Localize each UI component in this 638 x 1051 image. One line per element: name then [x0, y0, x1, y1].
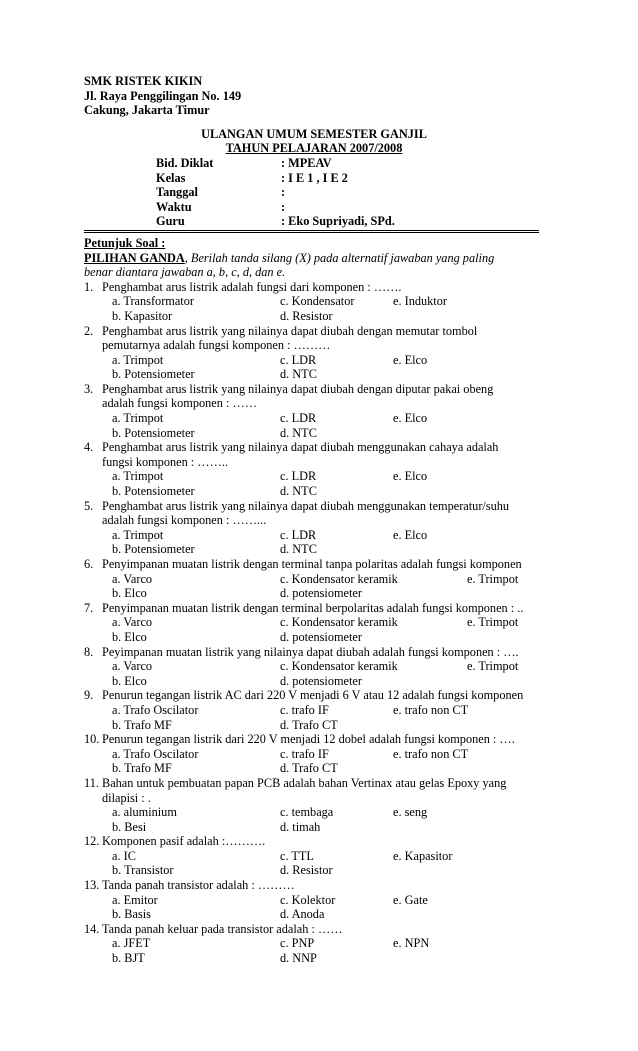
question-number: 14. — [84, 921, 100, 936]
answer-option: b. BJT — [112, 951, 145, 966]
answer-option: c. PNP — [280, 936, 315, 951]
question-line: adalah fungsi komponen : …… — [102, 396, 258, 411]
answer-option: e. seng — [393, 805, 428, 820]
meta-value: : — [281, 199, 286, 214]
question-line: Penghambat arus listrik adalah fungsi dari komponen : ……. — [102, 279, 402, 294]
answer-options-row — [84, 469, 544, 484]
meta-label: Guru — [156, 214, 185, 229]
exam-year-line: TAHUN PELAJARAN 2007/2008 — [225, 141, 403, 156]
answer-option: a. Varco — [112, 615, 153, 630]
answer-option: a. Trimpot — [112, 527, 164, 542]
question-text — [102, 601, 544, 616]
exam-title-line: ULANGAN UMUM SEMESTER GANJIL — [201, 126, 427, 141]
question-number: 8. — [84, 644, 94, 659]
answer-option: b. Trafo MF — [112, 761, 172, 776]
question-line: Peyimpanan muatan listrik yang nilainya dapat diubah adalah fungsi komponen : …. — [102, 644, 519, 659]
answer-options-row — [84, 820, 544, 835]
question-stem — [84, 776, 544, 805]
answer-options-row — [84, 426, 544, 441]
answer-options-row — [84, 659, 544, 674]
answer-options-row — [84, 615, 544, 630]
answer-options-row — [84, 805, 544, 820]
question-line: Tanda panah transistor adalah : ……… — [102, 878, 295, 893]
answer-option: d. NNP — [280, 951, 317, 966]
question-line: adalah fungsi komponen : ……... — [102, 513, 267, 528]
answer-options-row — [84, 630, 544, 645]
question-stem — [84, 834, 544, 849]
question-line: pemutarnya adalah fungsi komponen : ……… — [102, 338, 331, 353]
question-text — [102, 324, 544, 353]
school-address: Jl. Raya Penggilingan No. 149 — [84, 88, 242, 103]
answer-options-row — [84, 484, 544, 499]
meta-label: Tanggal — [156, 185, 198, 200]
answer-option: a. Trimpot — [112, 411, 164, 426]
school-city: Cakung, Jakarta Timur — [84, 103, 210, 118]
answer-options-row — [84, 528, 544, 543]
answer-option: c. LDR — [280, 411, 317, 426]
answer-option: c. LDR — [280, 352, 317, 367]
question-item — [84, 645, 544, 689]
answer-option: c. LDR — [280, 527, 317, 542]
answer-option: a. Transformator — [112, 294, 194, 309]
answer-option: a. Trafo Oscilator — [112, 702, 199, 717]
answer-options-row — [84, 849, 544, 864]
question-item — [84, 834, 544, 878]
answer-option: e. Elco — [393, 469, 428, 484]
answer-option: b. Potensiometer — [112, 367, 195, 382]
answer-option: d. Anoda — [280, 907, 325, 922]
answer-options-row — [84, 951, 544, 966]
question-stem — [84, 499, 544, 528]
answer-option: d. potensiometer — [280, 673, 362, 688]
question-line: Penyimpanan muatan listrik dengan terminal berpolaritas adalah fungsi komponen : .. — [102, 600, 524, 615]
answer-option: d. NTC — [280, 425, 317, 440]
question-line: Tanda panah keluar pada transistor adalah : …… — [102, 921, 343, 936]
answer-option: c. Kolektor — [280, 892, 336, 907]
instructions-text — [84, 251, 544, 280]
meta-row — [156, 185, 544, 200]
question-line: Penghambat arus listrik yang nilainya dapat diubah menggunakan cahaya adalah — [102, 440, 499, 455]
question-item — [84, 557, 544, 601]
question-number: 11. — [84, 775, 99, 790]
question-item — [84, 732, 544, 776]
answer-option: d. Resistor — [280, 863, 333, 878]
school-header — [84, 74, 544, 118]
answer-options-row — [84, 747, 544, 762]
question-number: 12. — [84, 834, 100, 849]
question-text — [102, 776, 544, 805]
question-stem — [84, 922, 544, 937]
question-stem — [84, 878, 544, 893]
answer-option: b. Trafo MF — [112, 717, 172, 732]
meta-label: Kelas — [156, 170, 186, 185]
answer-options-row — [84, 761, 544, 776]
question-stem — [84, 440, 544, 469]
answer-option: a. aluminium — [112, 805, 177, 820]
answer-option: a. Trafo Oscilator — [112, 746, 199, 761]
answer-option: e. Trimpot — [467, 659, 519, 674]
meta-row — [156, 200, 544, 215]
answer-option: a. Trimpot — [112, 469, 164, 484]
answer-option: d. potensiometer — [280, 629, 362, 644]
answer-option: c. TTL — [280, 848, 314, 863]
question-line: Penurun tegangan listrik dari 220 V menjadi 12 dobel adalah fungsi komponen : …. — [102, 732, 515, 747]
double-divider — [84, 230, 539, 233]
answer-option: e. Gate — [393, 892, 428, 907]
question-text — [102, 280, 544, 295]
answer-option: d. NTC — [280, 542, 317, 557]
question-line: fungsi komponen : …….. — [102, 454, 229, 469]
answer-option: d. NTC — [280, 367, 317, 382]
answer-options-row — [84, 367, 544, 382]
answer-option: e. Elco — [393, 527, 428, 542]
question-line: Penurun tegangan listrik AC dari 220 V menjadi 6 V atau 12 adalah fungsi komponen — [102, 688, 524, 703]
answer-option: d. NTC — [280, 484, 317, 499]
answer-options-row — [84, 572, 544, 587]
question-stem — [84, 557, 544, 572]
answer-option: c. trafo IF — [280, 746, 329, 761]
instructions-line-1: , Berilah tanda silang (X) pada alternatif jawaban yang paling — [184, 250, 495, 265]
question-item — [84, 776, 544, 834]
answer-options-row — [84, 703, 544, 718]
answer-option: c. Kondensator keramik — [280, 659, 398, 674]
question-text — [102, 440, 544, 469]
question-text — [102, 382, 544, 411]
answer-option: d. Trafo CT — [280, 761, 338, 776]
answer-option: e. Kapasitor — [393, 848, 453, 863]
answer-option: a. Varco — [112, 571, 153, 586]
question-number: 5. — [84, 498, 94, 513]
answer-option: a. JFET — [112, 936, 151, 951]
question-number: 6. — [84, 557, 94, 571]
answer-option: c. Kondensator keramik — [280, 615, 398, 630]
meta-label: Waktu — [156, 199, 192, 214]
answer-option: b. Besi — [112, 819, 147, 834]
answer-option: b. Basis — [112, 907, 151, 922]
answer-option: e. Trimpot — [467, 571, 519, 586]
answer-option: c. trafo IF — [280, 702, 329, 717]
answer-option: b. Potensiometer — [112, 542, 195, 557]
question-text — [102, 557, 544, 572]
question-item — [84, 601, 544, 645]
exam-page — [84, 74, 544, 966]
answer-options-row — [84, 411, 544, 426]
answer-option: b. Kapasitor — [112, 308, 173, 323]
answer-option: d. potensiometer — [280, 586, 362, 601]
question-item — [84, 324, 544, 382]
question-stem — [84, 645, 544, 660]
question-line: Penyimpanan muatan listrik dengan terminal tanpa polaritas adalah fungsi komponen — [102, 557, 522, 571]
question-number: 10. — [84, 732, 100, 747]
question-number: 2. — [84, 323, 94, 338]
answer-option: d. Resistor — [280, 308, 333, 323]
answer-option: b. Elco — [112, 629, 147, 644]
instructions-line-2: benar diantara jawaban a, b, c, d, dan e. — [84, 265, 286, 280]
meta-value: : I E 1 , I E 2 — [281, 170, 348, 185]
school-name: SMK RISTEK KIKIN — [84, 74, 203, 88]
answer-option: b. Elco — [112, 586, 147, 601]
answer-option: a. IC — [112, 848, 136, 863]
answer-option: a. Emitor — [112, 892, 158, 907]
answer-options-row — [84, 907, 544, 922]
question-text — [102, 499, 544, 528]
answer-options-row — [84, 893, 544, 908]
answer-options-row — [84, 718, 544, 733]
question-line: Penghambat arus listrik yang nilainya dapat diubah dengan memutar tombol — [102, 323, 478, 338]
question-number: 3. — [84, 381, 94, 396]
answer-options-row — [84, 674, 544, 689]
question-text — [102, 834, 544, 849]
answer-option: c. LDR — [280, 469, 317, 484]
answer-option: e. Trimpot — [467, 615, 519, 630]
meta-value: : — [281, 185, 286, 200]
answer-option: b. Elco — [112, 673, 147, 688]
question-number: 9. — [84, 688, 94, 703]
meta-row — [156, 214, 544, 229]
meta-label: Bid. Diklat — [156, 155, 214, 170]
question-item — [84, 878, 544, 922]
answer-option: e. Elco — [393, 411, 428, 426]
question-text — [102, 732, 544, 747]
question-stem — [84, 324, 544, 353]
question-item — [84, 688, 544, 732]
question-line: Komponen pasif adalah :………. — [102, 834, 266, 849]
answer-option: e. NPN — [393, 936, 430, 951]
answer-options-row — [84, 863, 544, 878]
answer-options-row — [84, 586, 544, 601]
question-stem — [84, 382, 544, 411]
answer-options-row — [84, 542, 544, 557]
answer-option: c. Kondensator keramik — [280, 571, 398, 586]
question-item — [84, 382, 544, 440]
answer-options-row — [84, 294, 544, 309]
meta-value: : MPEAV — [281, 155, 332, 170]
question-item — [84, 440, 544, 498]
answer-option: c. tembaga — [280, 805, 334, 820]
question-stem — [84, 601, 544, 616]
question-item — [84, 922, 544, 966]
answer-options-row — [84, 353, 544, 368]
question-item — [84, 499, 544, 557]
question-text — [102, 922, 544, 937]
meta-row — [156, 156, 544, 171]
question-number: 7. — [84, 600, 94, 615]
answer-option: a. Varco — [112, 659, 153, 674]
meta-row — [156, 171, 544, 186]
question-stem — [84, 688, 544, 703]
question-number: 13. — [84, 878, 100, 893]
answer-option: b. Potensiometer — [112, 425, 195, 440]
section-label: PILIHAN GANDA — [84, 250, 185, 265]
question-number: 4. — [84, 440, 94, 455]
question-line: Penghambat arus listrik yang nilainya dapat diubah menggunakan temperatur/suhu — [102, 498, 510, 513]
answer-option: d. Trafo CT — [280, 717, 338, 732]
answer-option: e. trafo non CT — [393, 702, 469, 717]
answer-option: e. trafo non CT — [393, 746, 469, 761]
question-text — [102, 878, 544, 893]
answer-option: b. Potensiometer — [112, 484, 195, 499]
exam-meta-table — [156, 156, 544, 229]
question-line: dilapisi : . — [102, 790, 151, 805]
answer-option: c. Kondensator — [280, 294, 355, 309]
answer-option: e. Induktor — [393, 294, 447, 309]
question-number: 1. — [84, 279, 94, 294]
instructions-heading: Petunjuk Soal : — [84, 235, 166, 250]
meta-value: : Eko Supriyadi, SPd. — [281, 214, 395, 229]
answer-option: e. Elco — [393, 352, 428, 367]
answer-options-row — [84, 936, 544, 951]
answer-option: a. Trimpot — [112, 352, 164, 367]
question-text — [102, 688, 544, 703]
question-line: Bahan untuk pembuatan papan PCB adalah bahan Vertinax atau gelas Epoxy yang — [102, 775, 507, 790]
answer-option: b. Transistor — [112, 863, 174, 878]
question-stem — [84, 732, 544, 747]
answer-options-row — [84, 309, 544, 324]
question-line: Penghambat arus listrik yang nilainya dapat diubah dengan diputar pakai obeng — [102, 381, 494, 396]
question-list — [84, 280, 544, 966]
question-text — [102, 645, 544, 660]
question-stem — [84, 280, 544, 295]
answer-option: d. timah — [280, 819, 321, 834]
question-item — [84, 280, 544, 324]
exam-title — [84, 127, 544, 156]
